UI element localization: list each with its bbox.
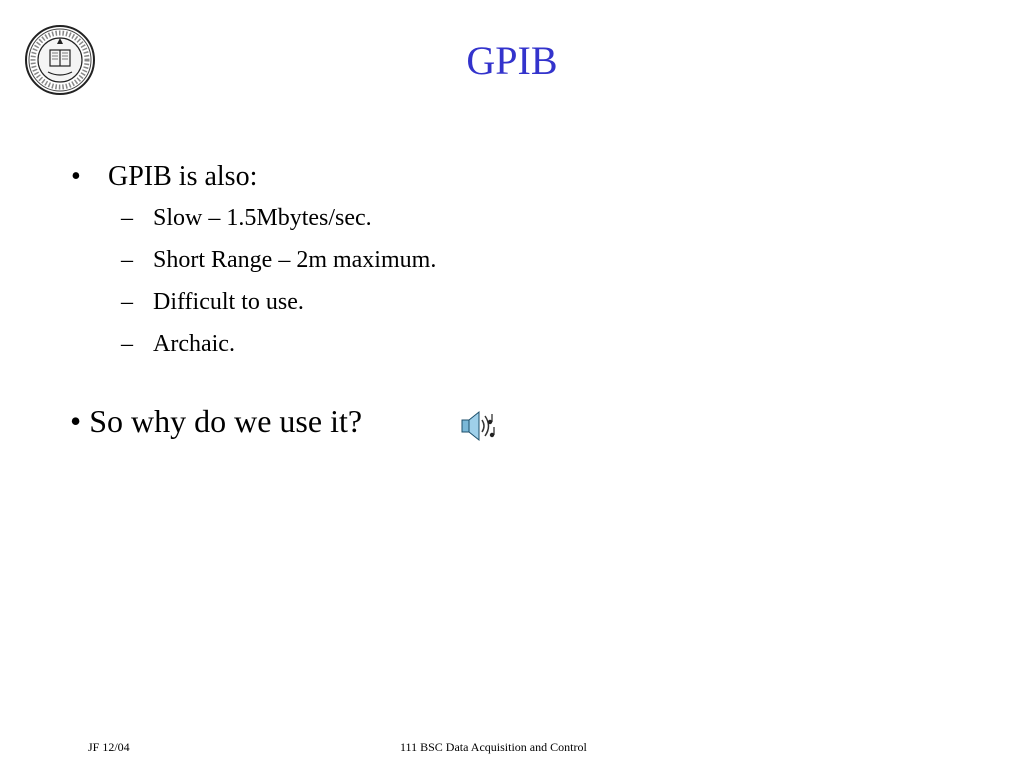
speaker-sound-icon[interactable] (459, 408, 497, 444)
sub-bullet-text: Difficult to use. (153, 289, 304, 315)
footer-date: JF 12/04 (88, 740, 130, 754)
sub-bullet-dash: – (121, 331, 133, 357)
question-bullet-item (70, 402, 362, 440)
sub-bullet-text: Slow – 1.5Mbytes/sec. (153, 205, 372, 231)
main-bullet-item (71, 160, 257, 194)
sub-bullet-item (121, 204, 372, 233)
sub-bullet-item (121, 246, 436, 275)
question-bullet-text: So why do we use it? (89, 403, 363, 439)
slide-title: GPIB (466, 38, 558, 83)
sub-bullet-item (121, 330, 235, 359)
main-bullet-text: GPIB is also: (108, 161, 258, 192)
sub-bullet-dash: – (121, 247, 133, 273)
sub-bullet-item (121, 288, 304, 317)
bullet-dot: • (70, 403, 82, 439)
footer-course-title: 111 BSC Data Acquisition and Control (400, 740, 587, 754)
sub-bullet-text: Archaic. (153, 331, 235, 357)
sub-bullet-text: Short Range – 2m maximum. (153, 247, 437, 273)
bullet-dot: • (71, 161, 81, 192)
sub-bullet-dash: – (121, 289, 133, 315)
sub-bullet-dash: – (121, 205, 133, 231)
